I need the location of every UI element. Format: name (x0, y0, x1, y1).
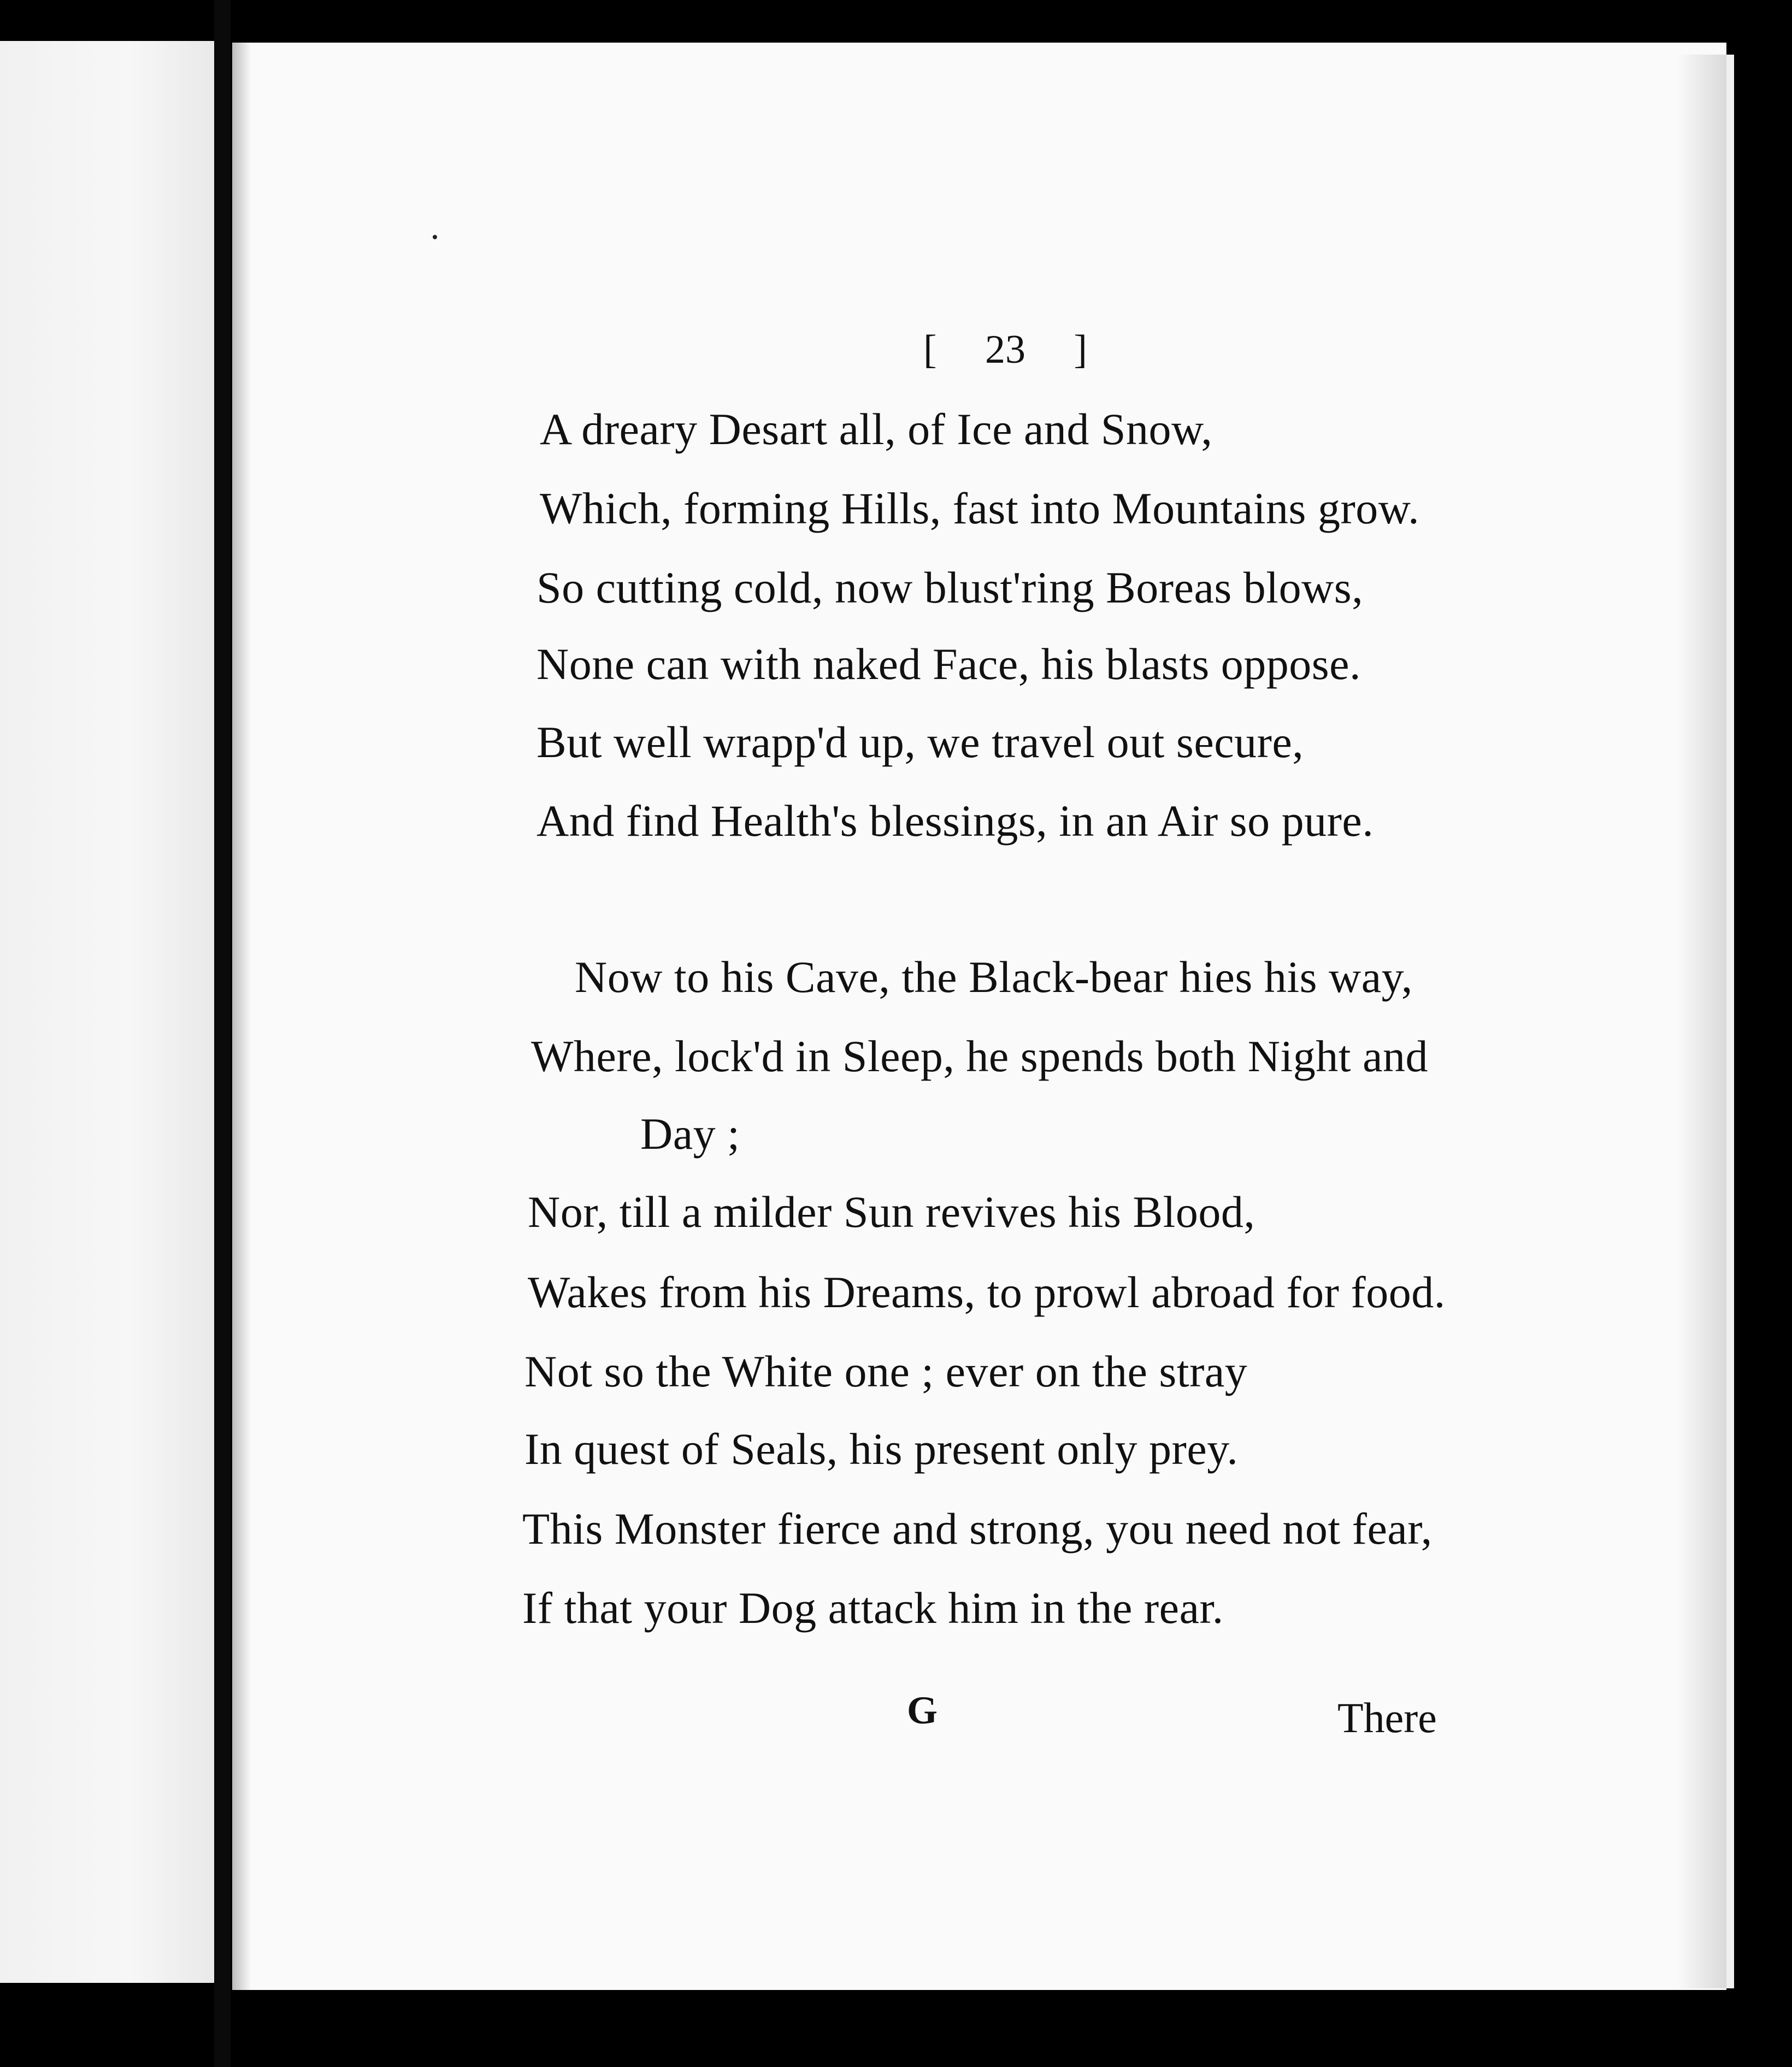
page-edge (1726, 55, 1734, 1988)
page-number-header (923, 325, 1087, 374)
verse-line: None can with naked Face, his blasts oppose. (537, 639, 1361, 689)
verse-line: In quest of Seals, his present only prey. (524, 1424, 1239, 1474)
verse-line: Nor, till a milder Sun revives his Blood, (528, 1187, 1255, 1237)
verse-line: Now to his Cave, the Black-bear hies his way, (575, 952, 1413, 1002)
book-gutter (214, 0, 231, 2067)
page-edge-shadow (1677, 55, 1726, 1988)
verse-line: This Monster fierce and strong, you need not fear, (522, 1504, 1433, 1554)
catchword: There (1337, 1694, 1437, 1741)
page-number: 23 (985, 327, 1025, 372)
signature-mark: G (907, 1688, 938, 1732)
verse-line: So cutting cold, now blust'ring Boreas blows, (537, 563, 1364, 612)
verse-line: But well wrapp'd up, we travel out secure, (537, 717, 1304, 767)
bracket-close: ] (1074, 327, 1087, 372)
verse-line: Day ; (640, 1109, 740, 1159)
verse-line: If that your Dog attack him in the rear. (522, 1583, 1224, 1633)
page-gutter-shadow (232, 43, 251, 1990)
left-page-margin (0, 41, 214, 1983)
bracket-open: [ (923, 327, 937, 372)
verse-line: Not so the White one ; ever on the stray (524, 1346, 1248, 1396)
verse-line: A dreary Desart all, of Ice and Snow, (540, 404, 1213, 454)
dust-speck (433, 235, 437, 239)
verse-line: Which, forming Hills, fast into Mountains grow. (540, 483, 1420, 533)
verse-line: Wakes from his Dreams, to prowl abroad for food. (528, 1267, 1446, 1317)
verse-line: Where, lock'd in Sleep, he spends both Night and (531, 1031, 1428, 1081)
verse-line: And find Health's blessings, in an Air so pure. (537, 796, 1374, 846)
